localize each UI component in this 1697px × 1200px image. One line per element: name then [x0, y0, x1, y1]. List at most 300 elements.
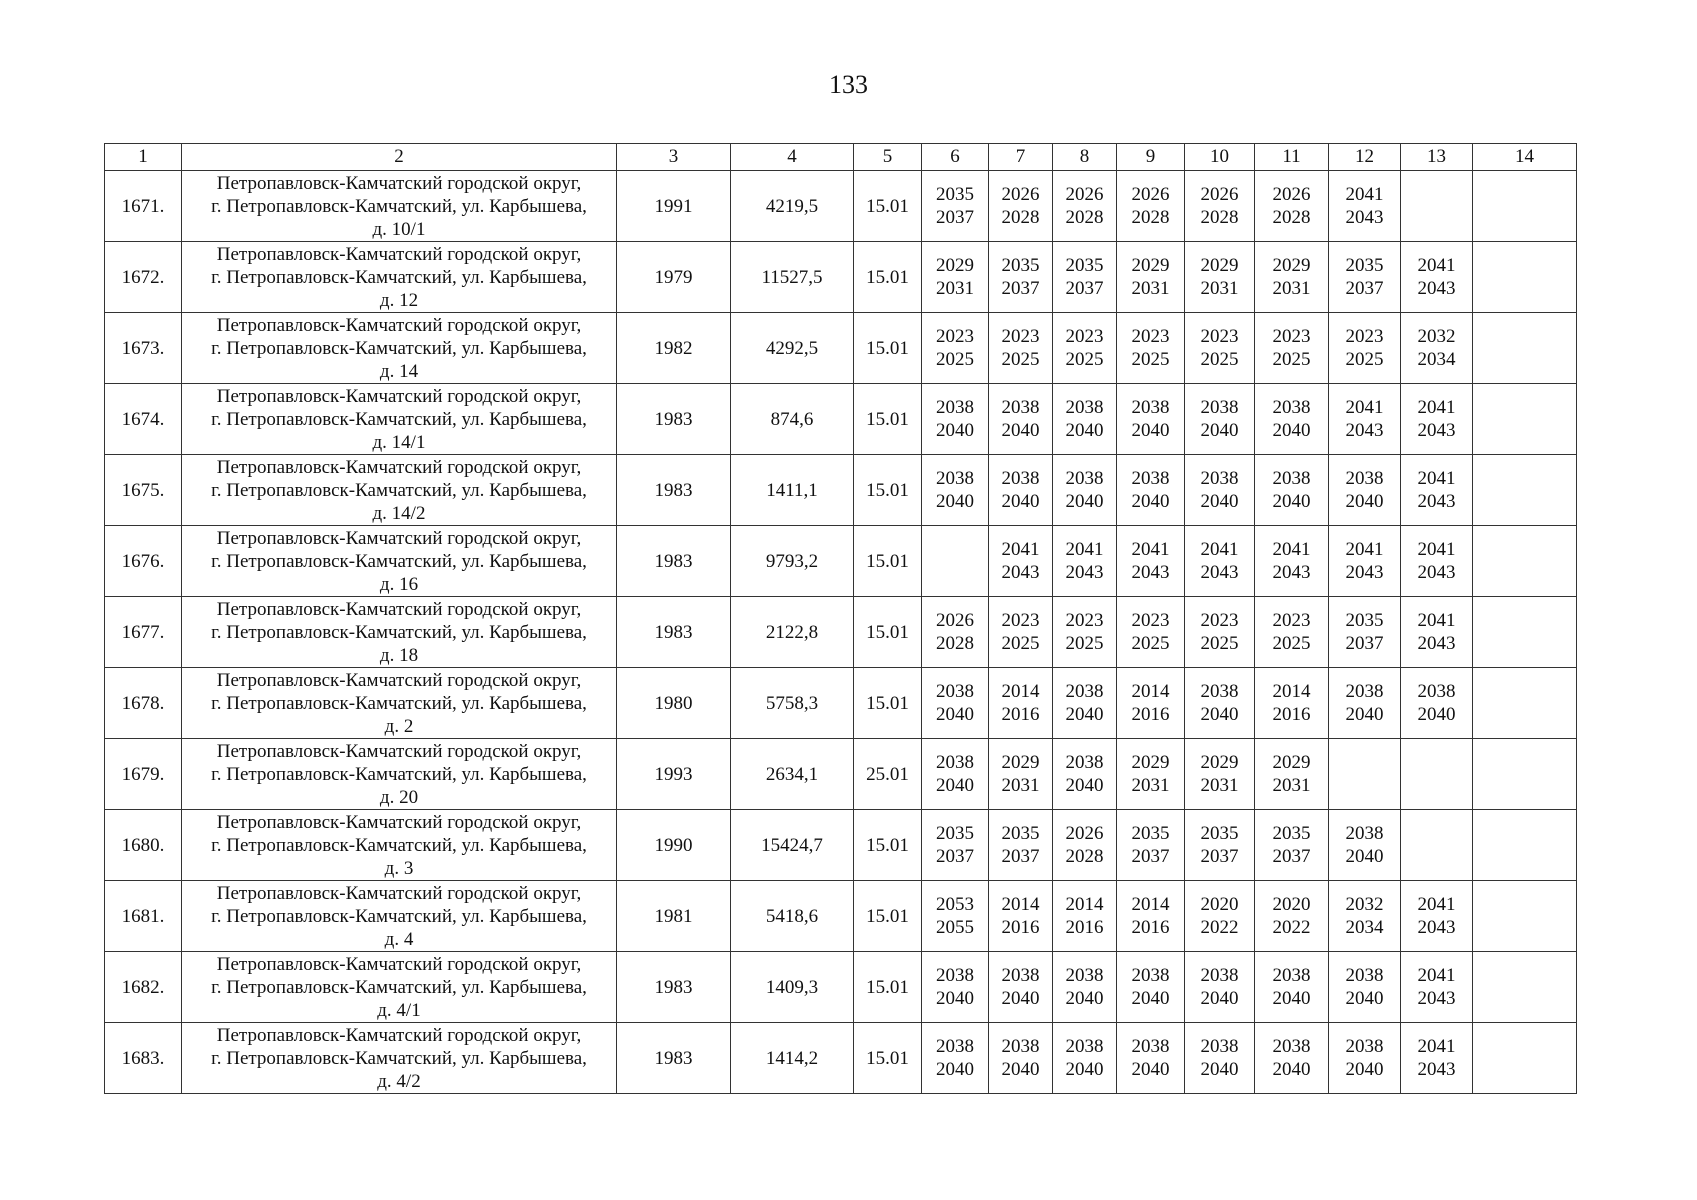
address-line: д. 14 — [379, 360, 419, 382]
address-line: г. Петропавловск-Камчатский, ул. Карбышева, — [211, 195, 587, 217]
period-start: 2029 — [1272, 255, 1311, 276]
period-end: 2040 — [1065, 704, 1104, 725]
period-cell-col14 — [1473, 171, 1577, 242]
period-cell-col6 — [922, 881, 989, 952]
period-end: 2040 — [936, 775, 974, 796]
period-start: 2038 — [1001, 468, 1040, 489]
period-start: 2026 — [1131, 184, 1170, 205]
code-cell: 15.01 — [854, 810, 922, 881]
period-cell-col9 — [1117, 810, 1185, 881]
period-cell-col11 — [1255, 384, 1329, 455]
period-start: 2035 — [1272, 823, 1311, 844]
period-end: 2040 — [1065, 491, 1104, 512]
period-cell-col11 — [1255, 171, 1329, 242]
period-end: 2040 — [1001, 420, 1040, 441]
column-header-13: 13 — [1401, 144, 1473, 171]
period-cell-col6 — [922, 1023, 989, 1094]
address-line: Петропавловск-Камчатский городской округ, — [216, 243, 582, 265]
period-cell-col13 — [1401, 810, 1473, 881]
period-end: 2043 — [1345, 420, 1384, 441]
period-cell-col13 — [1401, 455, 1473, 526]
period-cell-col6 — [922, 668, 989, 739]
period-cell-col9 — [1117, 171, 1185, 242]
period-start: 2038 — [1131, 1036, 1170, 1057]
period-cell-col14 — [1473, 384, 1577, 455]
period-start: 2035 — [1200, 823, 1239, 844]
period-start: 2038 — [1272, 468, 1311, 489]
period-start: 2023 — [1200, 610, 1239, 631]
period-start: 2035 — [936, 184, 974, 205]
period-start: 2038 — [1200, 965, 1239, 986]
period-start: 2041 — [1272, 539, 1311, 560]
code-cell: 15.01 — [854, 242, 922, 313]
column-header-7: 7 — [989, 144, 1053, 171]
period-end: 2031 — [1272, 775, 1311, 796]
period-cell-col6 — [922, 242, 989, 313]
address-line: Петропавловск-Камчатский городской округ, — [216, 314, 582, 336]
period-start: 2038 — [1272, 397, 1311, 418]
period-start: 2038 — [1417, 681, 1456, 702]
year-cell: 1979 — [617, 242, 731, 313]
period-cell-col9 — [1117, 668, 1185, 739]
row-number: 1675. — [105, 455, 182, 526]
period-cell-col14 — [1473, 455, 1577, 526]
period-end: 2055 — [936, 917, 974, 938]
table-row — [105, 810, 1577, 881]
code-cell: 15.01 — [854, 881, 922, 952]
period-cell-col14 — [1473, 597, 1577, 668]
period-cell-col8 — [1053, 384, 1117, 455]
period-start: 2035 — [1065, 255, 1104, 276]
period-cell-col14 — [1473, 242, 1577, 313]
period-start: 2038 — [1065, 681, 1104, 702]
period-cell-col7 — [989, 597, 1053, 668]
row-number: 1677. — [105, 597, 182, 668]
period-end: 2022 — [1200, 917, 1239, 938]
address-cell — [182, 242, 617, 313]
period-start: 2038 — [936, 681, 974, 702]
period-cell-col8 — [1053, 668, 1117, 739]
address-line: г. Петропавловск-Камчатский, ул. Карбышева, — [211, 905, 587, 927]
address-cell — [182, 881, 617, 952]
code-cell: 15.01 — [854, 526, 922, 597]
address-line: д. 16 — [379, 573, 419, 595]
period-start: 2026 — [936, 610, 974, 631]
address-line: д. 4/1 — [377, 999, 421, 1021]
period-start: 2026 — [1065, 184, 1104, 205]
period-start: 2038 — [936, 468, 974, 489]
period-end: 2040 — [1272, 491, 1311, 512]
period-start: 2038 — [1200, 397, 1239, 418]
address-line: д. 10/1 — [372, 218, 426, 240]
year-cell: 1981 — [617, 881, 731, 952]
period-cell-col6 — [922, 455, 989, 526]
address-line: д. 12 — [379, 289, 419, 311]
period-end: 2040 — [1065, 420, 1104, 441]
period-end: 2037 — [1131, 846, 1170, 867]
code-cell: 15.01 — [854, 455, 922, 526]
column-header-8: 8 — [1053, 144, 1117, 171]
period-start: 2038 — [1272, 965, 1311, 986]
period-start: 2026 — [1272, 184, 1311, 205]
column-header-5: 5 — [854, 144, 922, 171]
period-start: 2038 — [936, 1036, 974, 1057]
table-body — [105, 144, 1577, 1094]
period-cell-col13 — [1401, 1023, 1473, 1094]
period-cell-col9 — [1117, 597, 1185, 668]
period-start: 2038 — [1131, 965, 1170, 986]
period-start: 2038 — [1065, 397, 1104, 418]
period-cell-col13 — [1401, 171, 1473, 242]
table-row — [105, 597, 1577, 668]
table-row — [105, 242, 1577, 313]
period-start: 2023 — [1131, 326, 1170, 347]
column-header-4: 4 — [731, 144, 854, 171]
period-cell-col13 — [1401, 242, 1473, 313]
period-end: 2025 — [1200, 349, 1239, 370]
period-start: 2023 — [1131, 610, 1170, 631]
period-cell-col14 — [1473, 881, 1577, 952]
period-cell-col9 — [1117, 242, 1185, 313]
row-number: 1683. — [105, 1023, 182, 1094]
address-line: г. Петропавловск-Камчатский, ул. Карбышева, — [211, 266, 587, 288]
period-end: 2043 — [1001, 562, 1040, 583]
year-cell: 1983 — [617, 1023, 731, 1094]
period-end: 2025 — [1345, 349, 1384, 370]
period-cell-col7 — [989, 384, 1053, 455]
period-cell-col9 — [1117, 1023, 1185, 1094]
year-cell: 1990 — [617, 810, 731, 881]
period-end: 2037 — [1272, 846, 1311, 867]
period-end: 2040 — [1001, 988, 1040, 1009]
period-end: 2025 — [1131, 349, 1170, 370]
address-cell — [182, 1023, 617, 1094]
period-end: 2037 — [1345, 278, 1384, 299]
period-cell-col13 — [1401, 881, 1473, 952]
address-cell — [182, 952, 617, 1023]
area-cell: 5418,6 — [731, 881, 854, 952]
period-end: 2037 — [936, 207, 974, 228]
period-start: 2038 — [1001, 1036, 1040, 1057]
period-cell-col11 — [1255, 739, 1329, 810]
period-cell-col7 — [989, 668, 1053, 739]
period-start: 2029 — [1200, 255, 1239, 276]
period-start: 2014 — [1131, 894, 1170, 915]
period-cell-col14 — [1473, 952, 1577, 1023]
period-end: 2031 — [1131, 278, 1170, 299]
table-row — [105, 739, 1577, 810]
period-cell-col11 — [1255, 455, 1329, 526]
row-number: 1674. — [105, 384, 182, 455]
period-cell-col7 — [989, 455, 1053, 526]
period-end: 2040 — [1065, 1059, 1104, 1080]
code-cell: 15.01 — [854, 171, 922, 242]
period-cell-col11 — [1255, 881, 1329, 952]
period-cell-col10 — [1185, 668, 1255, 739]
period-end: 2043 — [1345, 207, 1384, 228]
period-end: 2040 — [1200, 420, 1239, 441]
area-cell: 1414,2 — [731, 1023, 854, 1094]
period-start: 2038 — [1001, 965, 1040, 986]
period-cell-col13 — [1401, 313, 1473, 384]
address-line: Петропавловск-Камчатский городской округ, — [216, 882, 582, 904]
row-number: 1681. — [105, 881, 182, 952]
address-line: Петропавловск-Камчатский городской округ, — [216, 811, 582, 833]
area-cell: 1409,3 — [731, 952, 854, 1023]
period-cell-col6 — [922, 171, 989, 242]
period-end: 2028 — [1001, 207, 1040, 228]
address-line: Петропавловск-Камчатский городской округ, — [216, 953, 582, 975]
period-start: 2029 — [1001, 752, 1040, 773]
table-row — [105, 313, 1577, 384]
address-line: г. Петропавловск-Камчатский, ул. Карбышева, — [211, 337, 587, 359]
period-end: 2037 — [1345, 633, 1384, 654]
period-end: 2040 — [1131, 1059, 1170, 1080]
period-start: 2038 — [1345, 468, 1384, 489]
period-start: 2041 — [1417, 894, 1456, 915]
period-start: 2038 — [1272, 1036, 1311, 1057]
address-cell — [182, 313, 617, 384]
address-cell — [182, 739, 617, 810]
period-start: 2029 — [1200, 752, 1239, 773]
period-end: 2043 — [1131, 562, 1170, 583]
period-end: 2043 — [1272, 562, 1311, 583]
address-line: Петропавловск-Камчатский городской округ, — [216, 1024, 582, 1046]
period-start: 2041 — [1417, 468, 1456, 489]
period-start: 2041 — [1131, 539, 1170, 560]
period-start: 2014 — [1131, 681, 1170, 702]
period-cell-col12 — [1329, 526, 1401, 597]
period-end: 2040 — [1417, 704, 1456, 725]
period-start: 2041 — [1417, 397, 1456, 418]
period-end: 2040 — [1001, 491, 1040, 512]
period-start: 2035 — [1131, 823, 1170, 844]
period-start: 2038 — [1065, 468, 1104, 489]
period-end: 2040 — [936, 704, 974, 725]
period-end: 2043 — [1417, 420, 1456, 441]
period-end: 2016 — [1065, 917, 1104, 938]
table-row — [105, 171, 1577, 242]
period-cell-col6 — [922, 526, 989, 597]
period-end: 2031 — [1200, 775, 1239, 796]
period-start: 2014 — [1272, 681, 1311, 702]
period-end: 2040 — [936, 988, 974, 1009]
period-cell-col10 — [1185, 597, 1255, 668]
column-header-11: 11 — [1255, 144, 1329, 171]
period-end: 2040 — [1345, 491, 1384, 512]
table-row — [105, 1023, 1577, 1094]
period-start: 2035 — [1001, 255, 1040, 276]
code-cell: 15.01 — [854, 952, 922, 1023]
period-cell-col14 — [1473, 739, 1577, 810]
period-cell-col7 — [989, 242, 1053, 313]
period-start: 2038 — [936, 965, 974, 986]
address-line: д. 20 — [379, 786, 419, 808]
period-cell-col8 — [1053, 739, 1117, 810]
period-start: 2023 — [1001, 610, 1040, 631]
period-start: 2038 — [1200, 1036, 1239, 1057]
period-cell-col11 — [1255, 242, 1329, 313]
period-end: 2040 — [1200, 988, 1239, 1009]
table-row — [105, 881, 1577, 952]
period-start: 2035 — [1345, 255, 1384, 276]
column-header-14: 14 — [1473, 144, 1577, 171]
period-cell-col10 — [1185, 1023, 1255, 1094]
period-cell-col7 — [989, 810, 1053, 881]
period-end: 2043 — [1417, 562, 1456, 583]
address-line: г. Петропавловск-Камчатский, ул. Карбышева, — [211, 621, 587, 643]
address-cell — [182, 455, 617, 526]
period-cell-col12 — [1329, 952, 1401, 1023]
period-start: 2032 — [1417, 326, 1456, 347]
row-number: 1673. — [105, 313, 182, 384]
period-end: 2040 — [1345, 1059, 1384, 1080]
period-cell-col14 — [1473, 526, 1577, 597]
table-row — [105, 526, 1577, 597]
period-cell-col6 — [922, 739, 989, 810]
period-cell-col10 — [1185, 171, 1255, 242]
period-cell-col8 — [1053, 526, 1117, 597]
period-end: 2040 — [1272, 420, 1311, 441]
row-number: 1680. — [105, 810, 182, 881]
period-cell-col6 — [922, 952, 989, 1023]
address-line: г. Петропавловск-Камчатский, ул. Карбышева, — [211, 550, 587, 572]
period-start: 2020 — [1272, 894, 1311, 915]
period-end: 2025 — [1065, 633, 1104, 654]
code-cell: 15.01 — [854, 1023, 922, 1094]
address-line: д. 14/2 — [372, 502, 426, 524]
period-start: 2035 — [936, 823, 974, 844]
period-cell-col13 — [1401, 597, 1473, 668]
address-cell — [182, 810, 617, 881]
period-start: 2023 — [1065, 326, 1104, 347]
address-line: Петропавловск-Камчатский городской округ, — [216, 598, 582, 620]
period-cell-col7 — [989, 313, 1053, 384]
housing-table — [104, 143, 1577, 1094]
code-cell: 25.01 — [854, 739, 922, 810]
period-start: 2041 — [1417, 610, 1456, 631]
area-cell: 874,6 — [731, 384, 854, 455]
period-cell-col9 — [1117, 881, 1185, 952]
year-cell: 1983 — [617, 952, 731, 1023]
column-header-9: 9 — [1117, 144, 1185, 171]
period-end: 2034 — [1345, 917, 1384, 938]
period-cell-col12 — [1329, 739, 1401, 810]
period-start: 2041 — [1345, 539, 1384, 560]
period-start: 2041 — [1200, 539, 1239, 560]
period-cell-col10 — [1185, 242, 1255, 313]
period-cell-col6 — [922, 810, 989, 881]
area-cell: 1411,1 — [731, 455, 854, 526]
period-cell-col11 — [1255, 313, 1329, 384]
period-end: 2040 — [936, 491, 974, 512]
period-end: 2040 — [1131, 988, 1170, 1009]
period-start: 2026 — [1001, 184, 1040, 205]
period-cell-col6 — [922, 384, 989, 455]
address-cell — [182, 668, 617, 739]
period-cell-col10 — [1185, 526, 1255, 597]
period-start: 2029 — [1131, 255, 1170, 276]
period-cell-col8 — [1053, 810, 1117, 881]
period-cell-col7 — [989, 881, 1053, 952]
address-line: Петропавловск-Камчатский городской округ, — [216, 527, 582, 549]
period-cell-col11 — [1255, 668, 1329, 739]
address-line: г. Петропавловск-Камчатский, ул. Карбышева, — [211, 763, 587, 785]
period-start: 2038 — [1200, 468, 1239, 489]
year-cell: 1982 — [617, 313, 731, 384]
period-end: 2043 — [1200, 562, 1239, 583]
column-header-1: 1 — [105, 144, 182, 171]
period-end: 2040 — [1200, 491, 1239, 512]
address-line: г. Петропавловск-Камчатский, ул. Карбышева, — [211, 408, 587, 430]
period-cell-col12 — [1329, 455, 1401, 526]
period-start: 2023 — [1272, 326, 1311, 347]
period-start: 2038 — [1345, 681, 1384, 702]
area-cell: 2122,8 — [731, 597, 854, 668]
period-cell-col14 — [1473, 1023, 1577, 1094]
area-cell: 9793,2 — [731, 526, 854, 597]
row-number: 1671. — [105, 171, 182, 242]
period-cell-col9 — [1117, 952, 1185, 1023]
period-start: 2014 — [1065, 894, 1104, 915]
period-cell-col12 — [1329, 597, 1401, 668]
address-line: г. Петропавловск-Камчатский, ул. Карбышева, — [211, 479, 587, 501]
period-end: 2022 — [1272, 917, 1311, 938]
period-end: 2025 — [1272, 349, 1311, 370]
row-number: 1672. — [105, 242, 182, 313]
row-number: 1676. — [105, 526, 182, 597]
address-line: г. Петропавловск-Камчатский, ул. Карбышева, — [211, 692, 587, 714]
period-end: 2040 — [1345, 704, 1384, 725]
period-end: 2031 — [936, 278, 974, 299]
period-end: 2037 — [1200, 846, 1239, 867]
period-cell-col11 — [1255, 597, 1329, 668]
address-line: д. 4 — [384, 928, 414, 950]
area-cell: 5758,3 — [731, 668, 854, 739]
period-cell-col11 — [1255, 952, 1329, 1023]
period-cell-col12 — [1329, 881, 1401, 952]
period-end: 2037 — [1001, 278, 1040, 299]
period-cell-col7 — [989, 171, 1053, 242]
period-end: 2043 — [1417, 988, 1456, 1009]
address-line: Петропавловск-Камчатский городской округ, — [216, 385, 582, 407]
period-cell-col12 — [1329, 810, 1401, 881]
period-cell-col12 — [1329, 171, 1401, 242]
header-row — [105, 144, 1577, 171]
period-end: 2043 — [1065, 562, 1104, 583]
period-cell-col10 — [1185, 313, 1255, 384]
year-cell: 1980 — [617, 668, 731, 739]
page-number: 133 — [829, 70, 868, 99]
address-line: г. Петропавловск-Камчатский, ул. Карбышева, — [211, 976, 587, 998]
period-end: 2040 — [1200, 1059, 1239, 1080]
period-cell-col8 — [1053, 242, 1117, 313]
address-line: д. 3 — [384, 857, 414, 879]
period-cell-col6 — [922, 597, 989, 668]
period-start: 2041 — [1417, 255, 1456, 276]
period-end: 2040 — [936, 1059, 974, 1080]
period-cell-col7 — [989, 526, 1053, 597]
period-end: 2043 — [1417, 278, 1456, 299]
period-end: 2031 — [1272, 278, 1311, 299]
period-cell-col10 — [1185, 739, 1255, 810]
code-cell: 15.01 — [854, 384, 922, 455]
period-end: 2043 — [1417, 491, 1456, 512]
period-cell-col9 — [1117, 313, 1185, 384]
period-start: 2041 — [1065, 539, 1104, 560]
period-start: 2023 — [1345, 326, 1384, 347]
period-start: 2029 — [1131, 752, 1170, 773]
